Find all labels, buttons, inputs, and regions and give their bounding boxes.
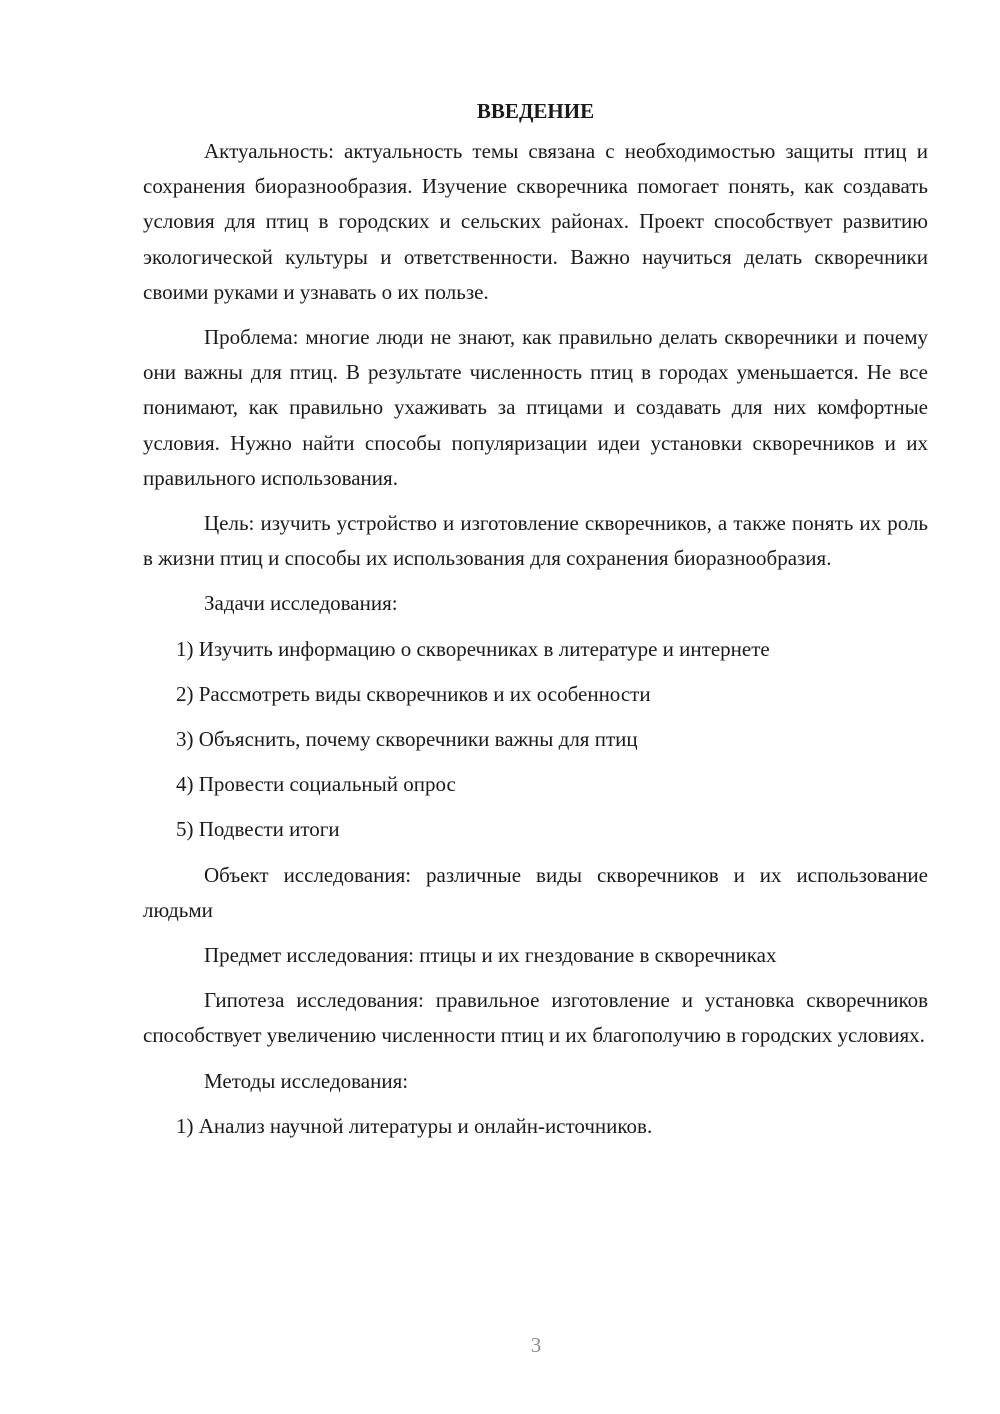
methods-heading: Методы исследования: <box>204 1068 409 1093</box>
page-number: 3 <box>530 1333 542 1357</box>
task-item-4: 4) Провести социальный опрос <box>176 772 456 797</box>
problem-paragraph: Проблема: многие люди не знают, как правильно делать скворечники и почему они важны для птиц. В результате численность птиц в городах уменьшается. Не все понимают, как правильно ухаживать за птицами и создавать для них комфортные условия. Нужно найти способы популяризации идеи установки скворечников и их правильного использования. <box>143 325 928 490</box>
goal-paragraph: Цель: изучить устройство и изготовление скворечников, а также понять их роль в жизни птиц и способы их использования для сохранения биоразнообразия. <box>143 511 928 571</box>
task-item-1: 1) Изучить информацию о скворечниках в литературе и интернете <box>176 636 770 661</box>
object-paragraph: Объект исследования: различные виды скворечников и их использование людьми <box>143 862 928 922</box>
page-content <box>143 94 928 1154</box>
tasks-heading: Задачи исследования: <box>204 591 398 616</box>
method-item-1: 1) Анализ научной литературы и онлайн-источников. <box>176 1113 653 1138</box>
section-title: ВВЕДЕНИЕ <box>476 99 595 123</box>
subject-paragraph: Предмет исследования: птицы и их гнездование в скворечниках <box>204 943 777 968</box>
task-item-2: 2) Рассмотреть виды скворечников и их особенности <box>176 681 651 706</box>
hypothesis-paragraph: Гипотеза исследования: правильное изготовление и установка скворечников способствует увеличению численности птиц и их благополучию в городских условиях. <box>143 988 928 1048</box>
task-item-5: 5) Подвести итоги <box>176 817 340 842</box>
relevance-paragraph: Актуальность: актуальность темы связана с необходимостью защиты птиц и сохранения биоразнообразия. Изучение скворечника помогает понять, как создавать условия для птиц в городских и сельских районах. Проект способствует развитию экологической культуры и ответственности. Важно научиться делать скворечники своими руками и узнавать о их пользе. <box>143 139 928 304</box>
task-item-3: 3) Объяснить, почему скворечники важны для птиц <box>176 727 638 752</box>
